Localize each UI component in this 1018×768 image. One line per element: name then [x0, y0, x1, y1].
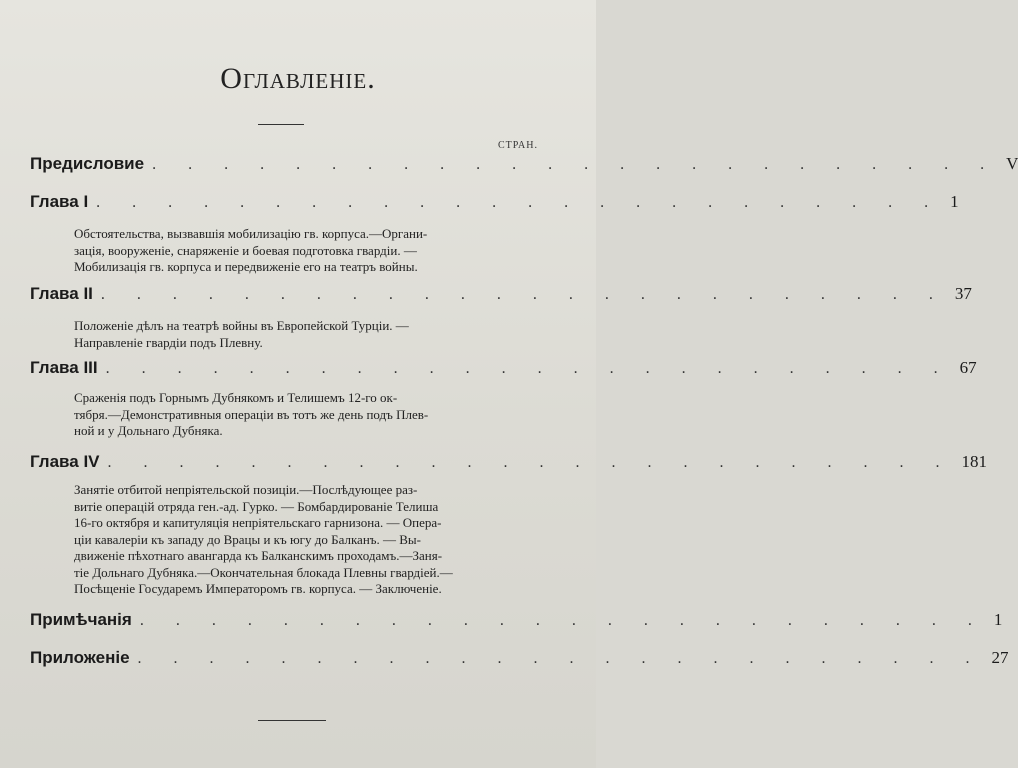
leader-dots: . . . . . . . . . . . . . . . . . . . . . . . .	[107, 454, 954, 471]
chapter-3-summary	[74, 390, 500, 440]
toc-entry-label: Глава IV	[30, 452, 100, 471]
toc-entry-chapter-1[interactable]	[30, 192, 959, 212]
summary-line: Положеніе дѣлъ на театрѣ войны въ Европейской Турціи. —	[74, 318, 409, 333]
summary-line: Посѣщеніе Государемъ Императоромъ гв. корпуса. — Заключеніе.	[74, 581, 442, 596]
toc-entry-notes[interactable]	[30, 610, 1003, 630]
page-title: Оглавленіе.	[220, 62, 376, 95]
toc-entry-chapter-2[interactable]	[30, 284, 972, 304]
toc-page-number: 27	[991, 648, 1009, 667]
leader-dots: . . . . . . . . . . . . . . . . . . . . . . . .	[96, 194, 943, 211]
summary-line: Занятіе отбитой непріятельской позиціи.—Послѣдующее раз-	[74, 482, 418, 497]
chapter-4-summary	[74, 482, 500, 598]
toc-page-number: 1	[993, 610, 1003, 629]
toc-entry-label: Приложеніе	[30, 648, 130, 667]
summary-line: витіе операцій отряда ген.-ад. Гурко. — Бомбардированіе Телиша	[74, 498, 439, 514]
leader-dots: . . . . . . . . . . . . . . . . . . . . . . . .	[152, 156, 999, 173]
page-column-header: СТРАН.	[497, 140, 538, 151]
toc-entry-label: Глава III	[30, 358, 98, 377]
toc-entry-label: Глава II	[30, 284, 93, 303]
toc-page-number: V	[1006, 154, 1018, 173]
summary-line: тября.—Демонстративныя операціи въ тотъ же день подъ Плев-	[74, 406, 429, 422]
summary-line: ціи кавалеріи къ западу до Врацы и къ югу до Балканъ. — Вы-	[74, 531, 421, 547]
toc-entry-preface[interactable]	[30, 154, 1018, 174]
bottom-rule	[258, 720, 326, 721]
summary-line: Сраженія подъ Горнымъ Дубнякомъ и Телишемъ 12-го ок-	[74, 390, 398, 405]
chapter-2-summary	[74, 318, 500, 351]
leader-dots: . . . . . . . . . . . . . . . . . . . . . . . .	[137, 650, 984, 667]
chapter-1-summary	[74, 226, 500, 276]
toc-page-number: 1	[950, 192, 959, 211]
summary-line: 16-го октября и капитуляція непріятельскаго гарнизона. — Опера-	[74, 515, 442, 530]
toc-page-number: 181	[961, 452, 988, 471]
toc-entry-chapter-4[interactable]	[30, 452, 988, 472]
title-rule	[258, 124, 304, 125]
toc-entry-label: Предисловие	[30, 154, 145, 173]
toc-entry-label: Глава I	[30, 192, 89, 211]
summary-line: тіе Дольнаго Дубняка.—Окончательная блокада Плевны гвардіей.—	[74, 564, 453, 580]
summary-line: ной и у Дольнаго Дубняка.	[74, 423, 223, 438]
toc-entry-chapter-3[interactable]	[30, 358, 977, 378]
toc-page-number: 67	[959, 358, 977, 377]
toc-page-number: 37	[954, 284, 972, 303]
summary-line: движеніе пѣхотнаго авангарда къ Балканскимъ проходамъ.—Заня-	[74, 548, 443, 563]
leader-dots: . . . . . . . . . . . . . . . . . . . . . . . .	[105, 360, 952, 377]
summary-line: Мобилизація гв. корпуса и передвиженіе его на театръ войны.	[74, 259, 418, 274]
leader-dots: . . . . . . . . . . . . . . . . . . . . . . . .	[100, 286, 947, 303]
leader-dots: . . . . . . . . . . . . . . . . . . . . . . . .	[139, 612, 986, 629]
toc-entry-appendix[interactable]	[30, 648, 1009, 668]
toc-entry-label: Примѣчанія	[30, 610, 132, 629]
summary-line: Направленіе гвардіи подъ Плевну.	[74, 334, 263, 350]
summary-line: зація, вооруженіе, снаряженіе и боевая подготовка гвардіи. —	[74, 242, 417, 258]
summary-line: Обстоятельства, вызвавшія мобилизацію гв. корпуса.—Органи-	[74, 226, 428, 241]
